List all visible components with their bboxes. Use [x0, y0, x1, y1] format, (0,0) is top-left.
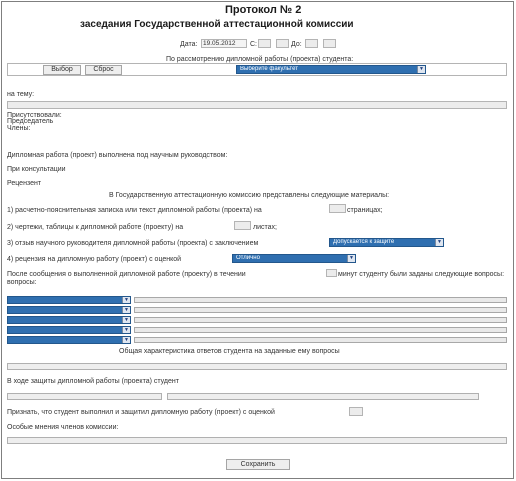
chevron-down-icon: ▼	[417, 66, 425, 73]
page-title: Протокол № 2	[225, 4, 302, 16]
chevron-down-icon: ▼	[122, 317, 130, 323]
question-author-select[interactable]	[7, 316, 131, 324]
date-value: 19.05.2012	[203, 40, 236, 47]
faculty-select-value: Выберите факультет	[240, 66, 298, 72]
faculty-select[interactable]	[236, 65, 426, 74]
materials-intro: В Государственную аттестационную комиссию представлены следующие материалы:	[109, 192, 390, 199]
questions-label-cont: вопросы:	[7, 279, 37, 286]
reviewer-label: Рецензент	[7, 180, 42, 187]
time-from-minutes-input[interactable]	[276, 39, 289, 48]
chevron-down-icon: ▼	[122, 307, 130, 313]
save-button[interactable]: Сохранить	[226, 459, 290, 470]
date-input[interactable]	[201, 39, 247, 48]
chevron-down-icon: ▼	[122, 297, 130, 303]
opinions-input[interactable]	[7, 437, 507, 444]
question-author-select[interactable]	[7, 326, 131, 334]
time-from-label: С:	[250, 41, 257, 48]
conclusion-select[interactable]	[329, 238, 444, 247]
question-input[interactable]	[134, 307, 507, 313]
time-to-label: До:	[291, 41, 302, 48]
question-input[interactable]	[134, 337, 507, 343]
defense-label: В ходе защиты дипломной работы (проекта) студент	[7, 378, 179, 385]
grade-select[interactable]	[232, 254, 356, 263]
choose-button[interactable]: Выбор	[43, 65, 81, 75]
topic-label: на тему:	[7, 91, 35, 98]
consultation-label: При консультации	[7, 166, 66, 173]
topic-input[interactable]	[7, 101, 507, 109]
supervisor-label: Дипломная работа (проект) выполнена под научным руководством:	[7, 152, 228, 159]
chevron-down-icon: ▼	[122, 337, 130, 343]
item2-label: 2) чертежи, таблицы к дипломной работе (проекту) на	[7, 224, 184, 231]
item1-suffix: страницах;	[347, 207, 383, 214]
review-label: По рассмотрению дипломной работы (проекта) студента:	[166, 56, 354, 63]
reset-button[interactable]: Сброс	[85, 65, 122, 75]
question-input[interactable]	[134, 317, 507, 323]
item2-suffix: листах;	[253, 224, 277, 231]
sheets-count-input[interactable]	[234, 221, 251, 230]
grade-select-value: Отлично	[236, 255, 260, 261]
item3-label: 3) отзыв научного руководителя дипломной работы (проекта) с заключением	[7, 240, 259, 247]
present-label: Присутствовали:	[7, 112, 62, 119]
question-author-select[interactable]	[7, 296, 131, 304]
question-input[interactable]	[134, 297, 507, 303]
date-label: Дата:	[180, 41, 198, 48]
pages-count-input[interactable]	[329, 204, 346, 213]
chevron-down-icon: ▼	[347, 255, 355, 262]
opinions-label: Особые мнения членов комиссии:	[7, 424, 119, 431]
item1-label: 1) расчетно-пояснительная записка или текст дипломной работы (проекта) на	[7, 207, 262, 214]
recognize-label: Признать, что студент выполнил и защитил дипломную работу (проект) с оценкой	[7, 409, 275, 416]
chairman-label: Председатель	[7, 118, 54, 125]
defense-input-2[interactable]	[167, 393, 479, 400]
answers-input[interactable]	[7, 363, 507, 370]
minutes-input[interactable]	[326, 269, 337, 277]
question-input[interactable]	[134, 327, 507, 333]
page-subtitle: заседания Государственной аттестационной комиссии	[80, 19, 354, 30]
members-label: Члены:	[7, 125, 31, 132]
item4-label: 4) рецензия на дипломную работу (проект) с оценкой	[7, 256, 182, 263]
final-grade-input[interactable]	[349, 407, 363, 416]
chevron-down-icon: ▼	[435, 239, 443, 246]
conclusion-select-value: Допускается к защите	[333, 239, 395, 245]
questions-label: После сообщения о выполненной дипломной работе (проекту) в течении	[7, 271, 246, 278]
defense-input-1[interactable]	[7, 393, 162, 400]
time-from-input[interactable]	[258, 39, 271, 48]
questions-label-suffix: минут студенту были заданы следующие вопросы:	[338, 271, 505, 278]
question-author-select[interactable]	[7, 336, 131, 344]
question-author-select[interactable]	[7, 306, 131, 314]
time-to-input[interactable]	[305, 39, 318, 48]
chevron-down-icon: ▼	[122, 327, 130, 333]
time-to-minutes-input[interactable]	[323, 39, 336, 48]
answers-label: Общая характеристика ответов студента на заданные ему вопросы	[119, 348, 340, 355]
